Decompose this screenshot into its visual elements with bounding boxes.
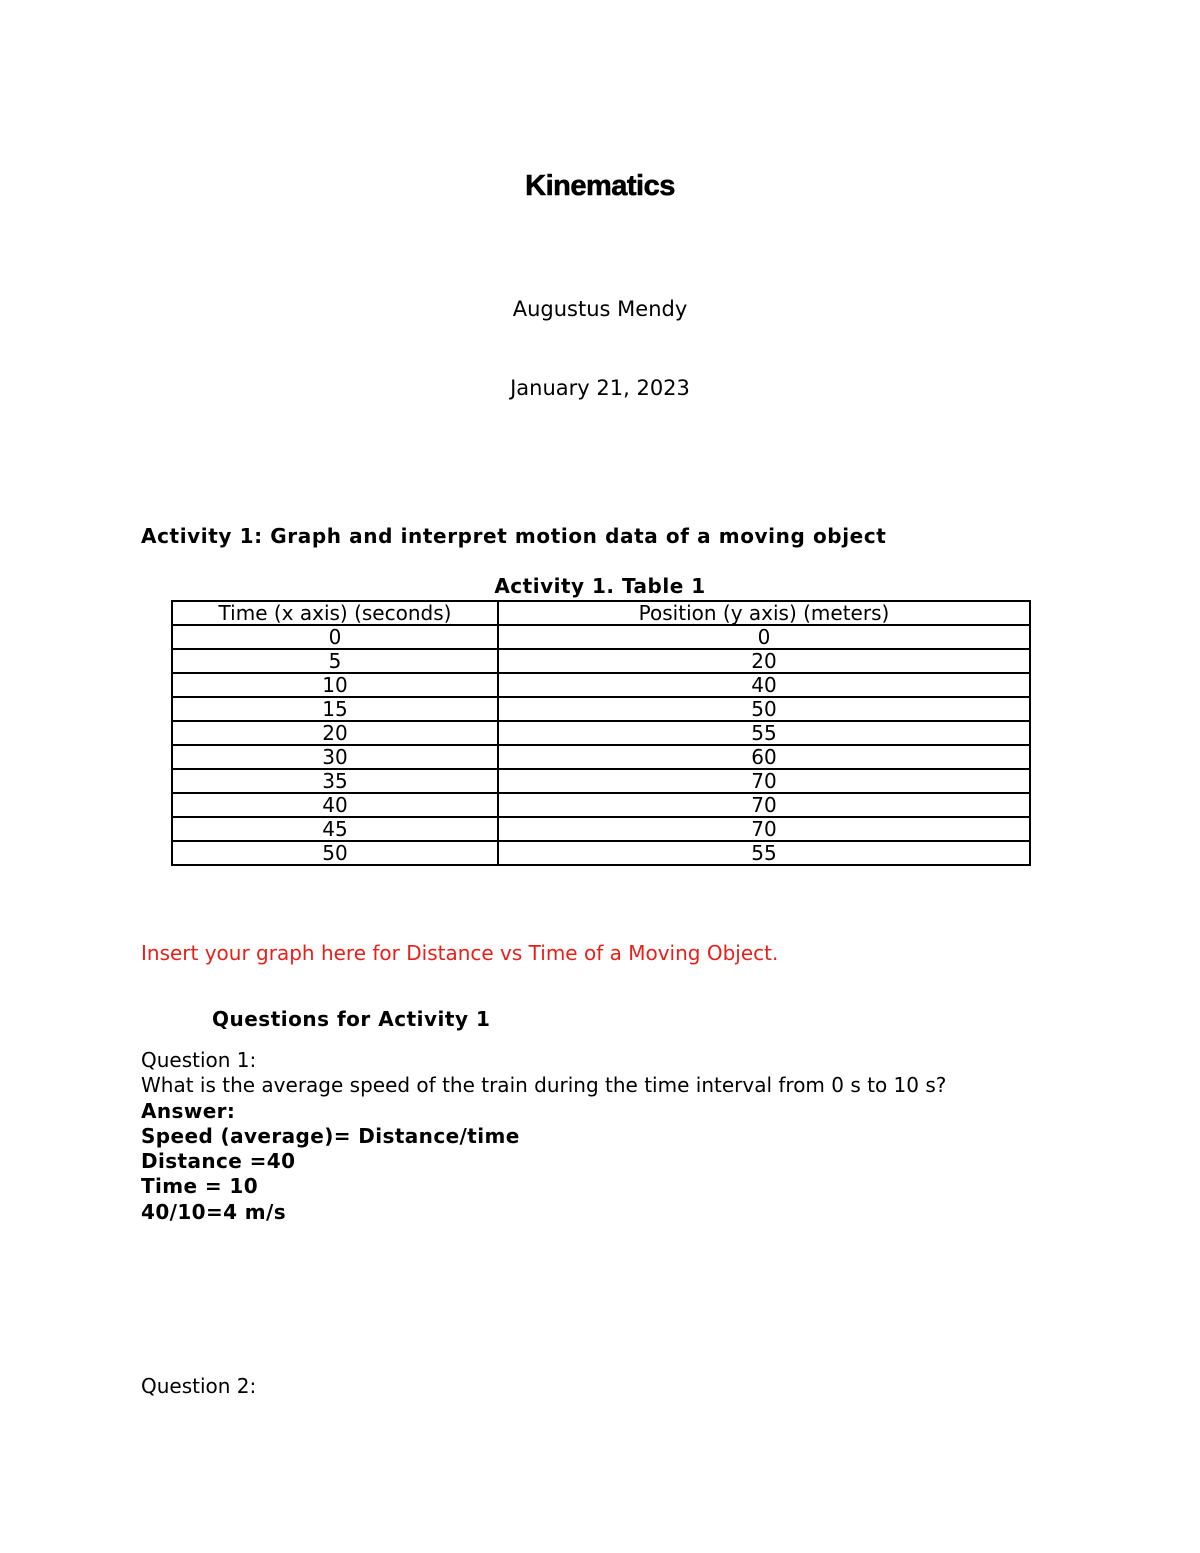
table-row xyxy=(172,673,1030,697)
questions-heading: Questions for Activity 1 xyxy=(212,1007,491,1031)
question-1-text: What is the average speed of the train during the time interval from 0 s to 10 s? xyxy=(141,1073,947,1098)
time-cell: 20 xyxy=(172,721,498,745)
table-row xyxy=(172,697,1030,721)
time-cell: 40 xyxy=(172,793,498,817)
table-row xyxy=(172,769,1030,793)
position-cell: 70 xyxy=(498,769,1030,793)
position-cell: 0 xyxy=(498,625,1030,649)
table-row xyxy=(172,721,1030,745)
question-1-label: Question 1: xyxy=(141,1048,257,1072)
document-title: Kinematics xyxy=(525,170,675,202)
time-cell: 45 xyxy=(172,817,498,841)
table-row xyxy=(172,841,1030,865)
position-cell: 70 xyxy=(498,793,1030,817)
time-cell: 0 xyxy=(172,625,498,649)
motion-data-table xyxy=(171,600,1031,866)
time-cell: 30 xyxy=(172,745,498,769)
table-caption: Activity 1. Table 1 xyxy=(494,574,706,598)
answer-line: Distance =40 xyxy=(141,1149,296,1174)
time-cell: 15 xyxy=(172,697,498,721)
question-2-block xyxy=(141,1374,256,1399)
table-row xyxy=(172,793,1030,817)
position-cell: 55 xyxy=(498,721,1030,745)
table-row xyxy=(172,817,1030,841)
question-1-block xyxy=(141,1048,946,1225)
position-cell: 20 xyxy=(498,649,1030,673)
activity-heading: Activity 1: Graph and interpret motion data of a moving object xyxy=(141,524,887,548)
answer-line: Speed (average)= Distance/time xyxy=(141,1123,520,1148)
position-cell: 60 xyxy=(498,745,1030,769)
position-cell: 40 xyxy=(498,673,1030,697)
position-cell: 70 xyxy=(498,817,1030,841)
position-cell: 50 xyxy=(498,697,1030,721)
time-cell: 10 xyxy=(172,673,498,697)
table-header-row xyxy=(172,601,1030,625)
time-cell: 50 xyxy=(172,841,498,865)
document-date: January 21, 2023 xyxy=(510,376,690,400)
table-row xyxy=(172,625,1030,649)
header-position: Position (y axis) (meters) xyxy=(498,601,1030,625)
time-cell: 35 xyxy=(172,769,498,793)
answer-label: Answer: xyxy=(141,1098,236,1123)
question-2-label: Question 2: xyxy=(141,1374,257,1398)
position-cell: 55 xyxy=(498,841,1030,865)
time-cell: 5 xyxy=(172,649,498,673)
table-row xyxy=(172,649,1030,673)
graph-instruction: Insert your graph here for Distance vs Time of a Moving Object. xyxy=(141,941,779,965)
header-time: Time (x axis) (seconds) xyxy=(172,601,498,625)
answer-line: 40/10=4 m/s xyxy=(141,1199,287,1224)
table-row xyxy=(172,745,1030,769)
answer-line: Time = 10 xyxy=(141,1174,259,1199)
author-name: Augustus Mendy xyxy=(512,297,688,321)
